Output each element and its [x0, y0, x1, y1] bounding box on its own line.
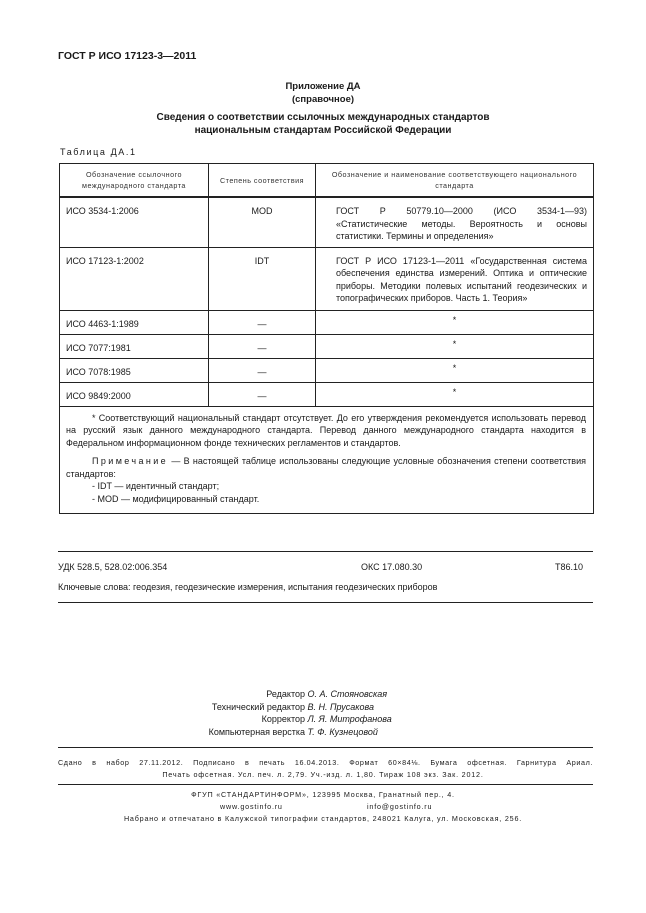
publisher-email[interactable]: info@gostinfo.ru: [367, 802, 433, 811]
imprint-line2: Печать офсетная. Усл. печ. л. 2,79. Уч.-изд. л. 1,80. Тираж 108 экз. Зак. 2012.: [162, 770, 484, 779]
table-notes: [60, 406, 594, 514]
cell-national: *: [316, 334, 594, 358]
publisher-address: ФГУП «СТАНДАРТИНФОРМ», 123995 Москва, Гранатный пер., 4.: [191, 790, 455, 799]
oks-code: ОКС 17.080.30: [361, 562, 423, 572]
staff-list: [0, 688, 646, 738]
staff-entry: [0, 713, 646, 726]
publisher-website[interactable]: www.gostinfo.ru: [220, 802, 283, 811]
staff-name: О. А. Стояновская: [307, 689, 388, 699]
table-row: [60, 310, 594, 334]
cell-national: ГОСТ Р 50779.10—2000 (ИСО 3534-1—93) «Статистические методы. Вероятность и основы статистики. Термины и определения»: [316, 197, 594, 247]
note-label: Примечание: [92, 456, 169, 466]
column-header: Степень соответствия: [209, 164, 316, 198]
staff-entry: [0, 688, 646, 701]
table-row: [60, 334, 594, 358]
staff-entry: [0, 726, 646, 739]
cell-national: *: [316, 382, 594, 406]
table-row: [60, 358, 594, 382]
cell-national: ГОСТ Р ИСО 17123-1—2011 «Государственная система обеспечения единства измерений. Оптика и оптические приборы. Методики полевых испытаний геодезических и топографических приборов. Часть 1. Теория»: [316, 247, 594, 310]
column-header: Обозначение ссылочного международного стандарта: [60, 164, 209, 198]
footer-divider: [58, 602, 593, 603]
imprint-line1: Сдано в набор 27.11.2012. Подписано в печать 16.04.2013. Формат 60×84⅛. Бумага офсетная. Гарнитура Ариал.: [58, 758, 593, 767]
staff-role: Технический редактор: [211, 701, 305, 712]
note-item: - MOD — модифицированный стандарт.: [92, 493, 260, 504]
printer-info: Набрано и отпечатано в Калужской типографии стандартов, 248021 Калуга, ул. Московская, 256.: [123, 814, 523, 823]
footer-divider: [58, 551, 593, 552]
appendix-heading-line2: национальным стандартам Российской Федерации: [194, 125, 452, 136]
classification-code: Т86.10: [555, 562, 584, 572]
staff-name: В. Н. Прусакова: [307, 701, 375, 712]
cell-degree: —: [209, 358, 316, 382]
column-header: Обозначение и наименование соответствующего национального стандарта: [316, 164, 594, 198]
udk-code: УДК 528.5, 528.02:006.354: [58, 562, 168, 572]
cell-national: *: [316, 310, 594, 334]
cell-std: ИСО 9849:2000: [60, 382, 209, 406]
table-note-row: [60, 406, 594, 514]
cell-std: ИСО 4463-1:1989: [60, 310, 209, 334]
staff-name: Т. Ф. Кузнецовой: [307, 726, 378, 737]
imprint-divider: [58, 747, 593, 748]
cell-std: ИСО 3534-1:2006: [60, 197, 209, 247]
cell-degree: —: [209, 310, 316, 334]
appendix-title: Приложение ДА: [285, 81, 361, 92]
imprint-divider: [58, 784, 593, 785]
note-text: — В настоящей таблице использованы следующие условные обозначения степени соответствия стандартов:: [66, 456, 586, 479]
cell-std: ИСО 7077:1981: [60, 334, 209, 358]
cell-std: ИСО 7078:1985: [60, 358, 209, 382]
table-row: [60, 247, 594, 310]
appendix-heading-line1: Сведения о соответствии ссылочных международных стандартов: [156, 112, 490, 123]
cell-degree: MOD: [209, 197, 316, 247]
staff-role: Компьютерная верстка: [208, 726, 305, 737]
table-caption: Таблица ДА.1: [60, 147, 137, 157]
note-item: - IDT — идентичный стандарт;: [92, 481, 220, 491]
staff-entry: [0, 701, 646, 714]
cell-degree: —: [209, 334, 316, 358]
table-row: [60, 197, 594, 247]
cell-degree: —: [209, 382, 316, 406]
appendix-subtitle: (справочное): [291, 94, 355, 105]
cell-degree: IDT: [209, 247, 316, 310]
staff-name: Л. Я. Митрофанова: [307, 714, 392, 724]
cell-national: *: [316, 358, 594, 382]
cell-std: ИСО 17123-1:2002: [60, 247, 209, 310]
table-header-row: [60, 164, 594, 198]
staff-role: Редактор: [266, 689, 305, 699]
document-code: ГОСТ Р ИСО 17123-3—2011: [58, 50, 197, 62]
standards-table: [59, 163, 594, 514]
staff-role: Корректор: [261, 714, 305, 724]
keywords: Ключевые слова: геодезия, геодезические измерения, испытания геодезических приборов: [58, 582, 438, 592]
table-footnote: * Соответствующий национальный стандарт отсутствует. До его утверждения рекомендуется использовать перевод на русский язык данного международного стандарта. Перевод данного международного стандарта находится в Федеральном информационном фонде технических регламентов и стандартов.: [66, 412, 586, 448]
table-note: [66, 455, 586, 480]
table-row: [60, 382, 594, 406]
